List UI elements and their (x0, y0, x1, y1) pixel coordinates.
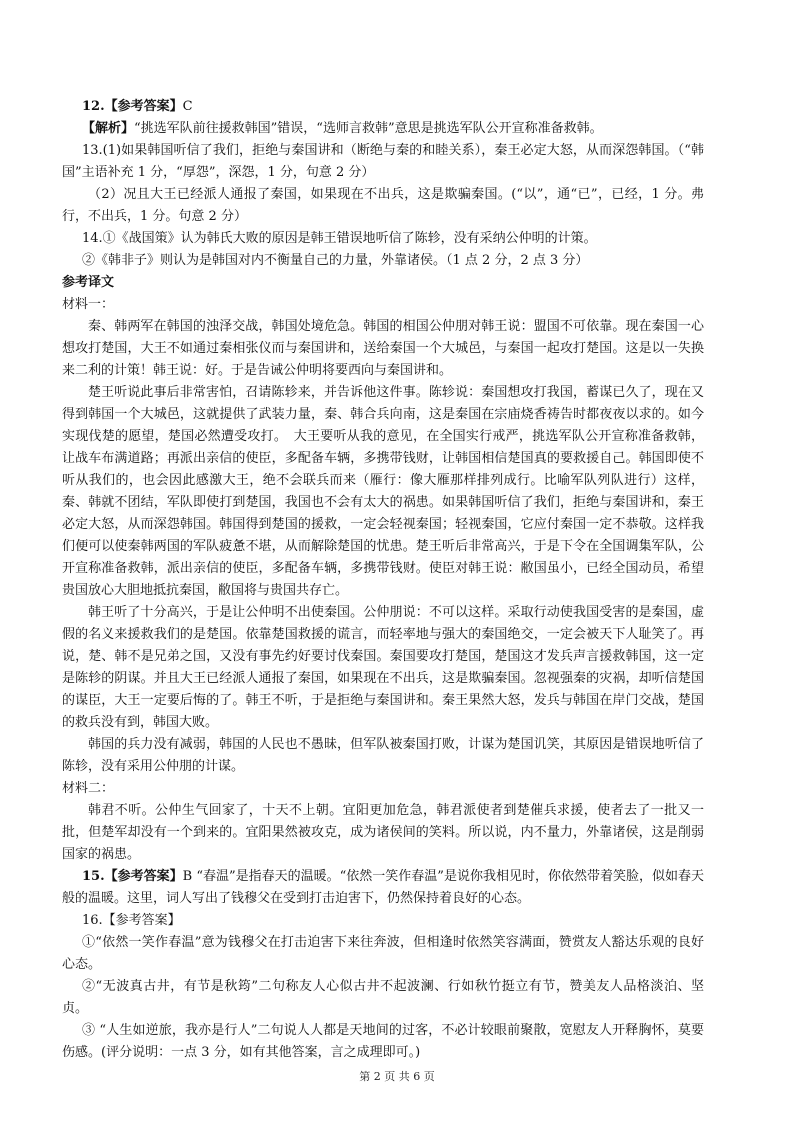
q16-label: 16.【参考答案】 (82, 913, 181, 928)
q12-analysis (62, 118, 704, 140)
q12-analysis-label: 【解析】 (82, 121, 135, 136)
q16-label-line (62, 910, 704, 932)
q15-label: 15.【参考答案】 (82, 869, 183, 884)
page-footer: 第 2 页 共 6 页 (359, 1070, 435, 1083)
material1-paragraph-4: 韩国的兵力没有减弱，韩国的人民也不愚昧，但军队被秦国打败，计谋为楚国讥笑，其原因是错误地听信了陈轸，没有采用公仲朋的计谋。 (62, 737, 704, 774)
material1-paragraph-3: 韩王听了十分高兴，于是让公仲明不出使秦国。公仲朋说：不可以这样。采取行动使我国受害的是秦国，虚假的名义来援救我们的是楚国。依靠楚国救援的谎言，而轻率地与强大的秦国绝交，一定会被天下人耻笑了。再说，楚、韩不是兄弟之国，又没有事先约好要讨伐秦国。秦国要攻打楚国，楚国这才发兵声言援救韩国，这一定是陈轸的阴谋。并且大王已经派人通报了秦国，如果现在不出兵，这是欺骗秦国。忽视强秦的灾祸，却听信楚国的谋臣，大王一定要后悔的了。韩王不听，于是拒绝与秦国讲和。秦王果然大怒，发兵与韩国在岸门交战，楚国的救兵没有到，韩国大败。 (62, 605, 704, 730)
q16-item-3: ③ “人生如逆旅，我亦是行人”二句说人人都是天地间的过客，不必计较眼前聚散，宽慰友人开释胸怀，莫要伤感。(评分说明：一点 3 分，如有其他答案，言之成理即可。) (62, 1023, 704, 1060)
translation-heading: 参考译文 (62, 275, 115, 290)
q15-text: B “春温”是指春天的温暖。“依然一笑作春温”是说你我相见时，你依然带着笑脸，似如春天般的温暖。这里，词人写出了钱穆父在受到打击迫害下，仍然保持着良好的心态。 (62, 869, 704, 906)
q16-item-1: ①“依然一笑作春温”意为钱穆父在打击迫害下来往奔波，但相逢时依然笑容满面，赞赏友人豁达乐观的良好心态。 (62, 935, 704, 972)
q12-label: 12.【参考答案】 (82, 99, 183, 114)
material1-label: 材料一： (62, 297, 115, 312)
q15-answer (62, 866, 704, 910)
q14-line1: 14.①《战国策》认为韩氏大败的原因是韩王错误地听信了陈轸，没有采纳公仲明的计策。 (82, 231, 597, 246)
q12-answer-value: C (182, 99, 193, 114)
material2-paragraph-1: 韩君不听。公仲生气回家了，十天不上朝。宜阳更加危急，韩君派使者到楚催兵求援，使者去了一批又一批，但楚军却没有一个到来的。宜阳果然被攻克，成为诸侯间的笑料。所以说，内不量力，外靠诸侯，这是削弱国家的祸患。 (62, 803, 704, 862)
q12-analysis-text: “挑选军队前往援救韩国”错误，“选师言救韩”意思是挑选军队公开宣称准备救韩。 (134, 121, 603, 136)
q13-line2: （2）况且大王已经派人通报了秦国，如果现在不出兵，这是欺骗秦国。(“以”，通“已”，已经，1 分。弗行，不出兵，1 分。句意 2 分） (62, 187, 704, 224)
material1-paragraph-2: 楚王听说此事后非常害怕，召请陈轸来，并告诉他这件事。陈轸说：秦国想攻打我国，蓄谋已久了，现在又得到韩国一个大城邑，这就提供了武装力量，秦、韩合兵向南，这是秦国在宗庙烧香祷告时都夜夜以求的。如今实现伐楚的愿望，楚国必然遭受攻打。 大王要听从我的意见，在全国实行戒严，挑选军队公开宣称准备救韩，让战车布满道路；再派出亲信的使臣，多配备车辆，多携带钱财，让韩国相信楚国真的要救援自己。韩国即使不听从我们的，也会因此感激大王，绝不会联兵而来（雁行：像大雁那样排列成行。比喻军队列队进行）这样，秦、韩就不团结，军队即使打到楚国，我国也不会有太大的祸患。如果韩国听信了我们，拒绝与秦国讲和，秦王必定大怒，从而深怨韩国。韩国得到楚国的援救，一定会轻视秦国；轻视秦国，它应付秦国一定不恭敬。这样我们便可以使秦韩两国的军队疲惫不堪，从而解除楚国的忧患。楚王听后非常高兴，于是下令在全国调集军队，公开宣称准备救韩，派出亲信的使臣，多配备车辆，多携带钱财。使臣对韩王说：敝国虽小，已经全国动员，希望贵国放心大胆地抵抗秦国，敝国将与贵国共存亡。 (62, 385, 704, 598)
material2-label: 材料二： (62, 781, 115, 796)
q13-line1: 13.(1)如果韩国听信了我们，拒绝与秦国讲和（断绝与秦的和睦关系），秦王必定大怒，从而深怨韩国。（“韩国”主语补充 1 分，“厚怨”，深怨，1 分，句意 2 分） (62, 143, 704, 180)
q14-line2: ②《韩非子》则认为是韩国对内不衡量自己的力量，外靠诸侯。（1 点 2 分，2 点 3 分） (82, 253, 589, 268)
q16-item-2: ②“无波真古井，有节是秋筠”二句称友人心似古井不起波澜、行如秋竹挺立有节，赞美友人品格淡泊、坚贞。 (62, 979, 704, 1016)
material1-paragraph-1: 秦、韩两军在韩国的浊泽交战，韩国处境危急。韩国的相国公仲朋对韩王说：盟国不可依靠。现在秦国一心想攻打楚国，大王不如通过秦相张仪而与秦国讲和，送给秦国一个大城邑，与秦国一起攻打楚国。这是以一失换来二利的计策！韩王说：好。于是告诫公仲明将要西向与秦国讲和。 (62, 319, 704, 378)
q12-answer (62, 96, 704, 118)
